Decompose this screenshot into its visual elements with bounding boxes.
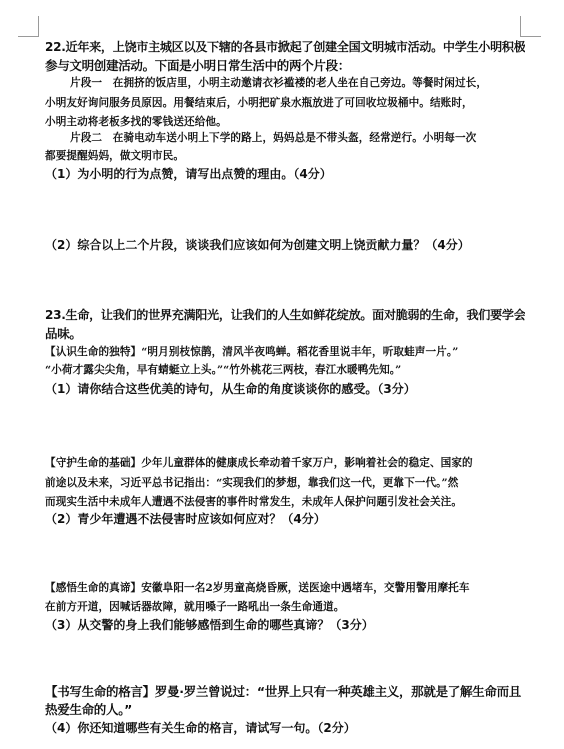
q23-section-uniqueness-line-2: “小荷才露尖尖角，早有蜻蜓立上头。”“竹外桃花三两枝，春江水暖鸭先知。”	[45, 364, 402, 376]
q22-fragment2-line-2: 都要提醒妈妈，做文明市民。	[45, 150, 185, 162]
q23-stem-line-1: 23.生命，让我们的世界充满阳光，让我们的人生如鲜花绽放。面对脆弱的生命，我们要学会	[45, 308, 525, 322]
q23-subquestion-1: （1）请你结合这些优美的诗句，从生命的角度谈谈你的感受。（3分）	[45, 382, 416, 396]
q22-fragment1-line-2: 小明友好询问服务员原因。用餐结束后，小明把矿泉水瓶放进了可回收垃圾桶中。结账时，	[45, 97, 473, 109]
q22-subquestion-2: （2）综合以上二个片段，谈谈我们应该如何为创建文明上饶贡献力量？（4分）	[45, 238, 470, 252]
q23-section-protection-line-2: 前途以及未来，习近平总书记指出：“实现我们的梦想，靠我们这一代，更靠下一代。”然	[45, 477, 459, 489]
page-corner-mark-left	[18, 16, 39, 37]
q23-section-uniqueness-line-1: 【认识生命的独特】“明月别枝惊鹊，清风半夜鸣蝉。稻花香里说丰年，听取蛙声一片。”	[45, 346, 459, 358]
q23-section-meaning-line-2: 在前方开道，因喊话器故障，就用嗓子一路吼出一条生命通道。	[45, 601, 345, 613]
q22-stem-line-1: 22.近年来，上饶市主城区以及下辖的各县市掀起了创建全国文明城市活动。中学生小明积极	[45, 40, 525, 54]
q23-section-meaning-line-1: 【感悟生命的真谛】安徽阜阳一名2岁男童高烧昏厥，送医途中遇堵车，交警用警用摩托车	[45, 582, 470, 594]
q23-section-protection-line-3: 而现实生活中未成年人遭遇不法侵害的事件时常发生，未成年人保护问题引发社会关注。	[45, 496, 463, 508]
q22-fragment1-line-3: 小明主动将老板多找的零钱送还给他。	[45, 116, 227, 128]
q23-stem-line-2: 品味。	[45, 326, 82, 341]
q23-section-motto-line-1: 【书写生命的格言】罗曼·罗兰曾说过：“世界上只有一种英雄主义，那就是了解生命而且	[45, 684, 521, 699]
q23-subquestion-2: （2）青少年遭遇不法侵害时应该如何应对？（4分）	[45, 512, 326, 526]
page-corner-mark-right	[520, 16, 541, 37]
q22-subquestion-1: （1）为小明的行为点赞，请写出点赞的理由。（4分）	[45, 167, 332, 181]
q22-stem-line-2: 参与文明创建活动。下面是小明日常生活中的两个片段：	[45, 58, 351, 73]
q23-subquestion-3: （3）从交警的身上我们能够感悟到生命的哪些真谛？（3分）	[45, 618, 374, 632]
q23-section-protection-line-1: 【守护生命的基础】少年儿童群体的健康成长牵动着千家万户，影响着社会的稳定、国家的	[45, 457, 473, 469]
q22-fragment1-line-1: 片段一 在拥挤的饭店里，小明主动邀请衣衫褴褛的老人坐在自己旁边。等餐时闲过长，	[70, 77, 488, 89]
q23-section-motto-line-2: 热爱生命的人。”	[45, 702, 133, 717]
q22-fragment2-line-1: 片段二 在骑电动车送小明上下学的路上，妈妈总是不带头盔，经常逆行。小明每一次	[70, 132, 477, 144]
q23-subquestion-4: （4）你还知道哪些有关生命的格言，请试写一句。（2分）	[45, 721, 356, 735]
